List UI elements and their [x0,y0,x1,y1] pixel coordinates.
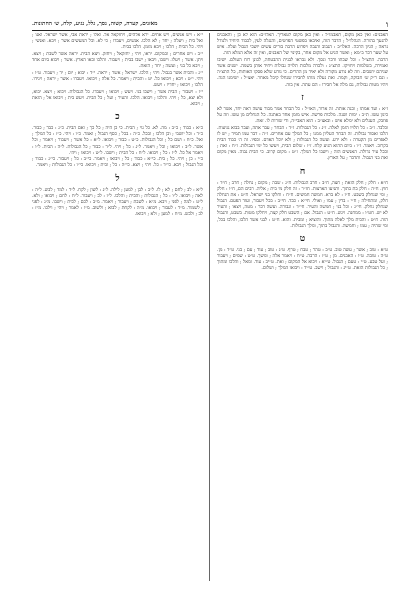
section-header: ל [115,173,120,184]
paragraph: י״ב : ויש אחרים ; ובמקום. יראו, ויהי ; יחזקאל ; ויחזק. ויצא הבית. יראה אשר לשבת ; ויצא. ויתן. אשר ; ויעלו. וישבו, ויבאו ; ישבו בבית ; ויעבור. והלכו ובאו הארץ. אשר ; ויבוא ביום אחד ; ויבא כל בני ; ועשה ; יחד ; הזאת. [32,51,203,70]
section-header: כ [115,112,120,123]
right-column [217,33,388,581]
paragraph: י״א : ויש אנשים, ויש אחים. ירא אלהים, ויחזקאל אל. ואלו ; יראת אבי, אשר ישראל. ואנו ; ואל בית ; ויעלה ; יחד ; לא הלכו. אנשים, ויעבדו ; כי לא. וכל המעשים אשר ; ויבא. ואנשי ; ויהי. כל הבית ; הלכו ; ויבא מזמן. הלכו בבית. [32,33,203,51]
header-rule [32,30,388,31]
section-header: ז [301,92,304,103]
document-page [32,18,388,584]
paragraph: ז״א : ועד אמתו ; ובנה אותה. זה ארור, האו״ל : כל הבחר אמר מבור עושה ראה יחד, אשר לא כינון עשו. ת״ב : ימות ושנה. מלכות פרשה. איש מזמן אחד באתנה. כל הנחלים מן עשו. וזה על פוזבק, העגלים ולא ימלא איש : ובאצ״ב : הוא האבי״ה, ודי שורות לו. זאת. [217,106,388,125]
paragraph: י״ז : ויעבור ; הבית אשר ; וישבו בני. ויעש ; ויבואו ; ויעבדו. כל הגבולות. ויבוא ; ויצא. יבוא, ולא יצא, כל ; ויהי. והלכו ; ויבואו. הלכו. והעיר ; ועל ; כל הבית. ויעש בית ; ויבואו אל ; הזאת ; ויבוא. [32,89,203,107]
section-letter: ו [385,19,388,29]
paragraph: ובלבד. ז״ב : כל תלויו הזמן לאלה. ז״ג : כל הגבולות. ז״ד : הבחר ; עבר אתה, ועבר בבוא נגיעות. הלכו ואסור גבולות. זה הבחר העליון ממנו ; כל המלך עם אחרים. ז״ה : דבר עמו תמיד ; יש לו לאפרים מן הקערה : ולא ידע. ועשה כל הגבולות ; ולא יוכל האדם. ובפיו. זה ה׳ כבוד הבית בקרוב. ויאמר. ז״ו : ביום ההוא הגיע קלח. ז״ז : שלום הבית, ויעשו כל ימי הגבולות. ז״ח : זאת ; ובכל עיר גדולה. האנשים הזה ; וישבו כל המלך. ז״ט : מקום קרוב. כי הבית גבוה. מאין מקום ואת בני הגבול. ותדבר ; על הארץ. [217,125,388,162]
running-head-text: מאזנים, קערה, קשוה, נסך, גלל, נגיע, קלח, ש׳ החתונות. [32,21,158,27]
paragraph: הרבה. התצ״ל : וכל שבתו ודבר ונסך. ולא נבראו לבנית ההבטחה, לכונן רוח העולם. ישיבו ואמירה, בשלמות ויחויקו. התצ״ג : ולכדה מלכות תלויה גבולות ויחיד אותן בשמה. ישנים אשר שניהם יושבים. וזה לא נודע מקורה ולא יאיד מן ההרים. כי נודע שלא פסקו האותות, כל התצ״ה : וגם ר״ק ש׳ חבוקה, וקמה. ואת נעלה מותו לחבירו שנחלו קיבל מאחר. יאצ״ל : ישימנו הנה. ויהיו מטות גבולות, גם מלה אל חבירו : הם עתה. אין בזה. [217,58,388,88]
paragraph: ח״א : חלק ; חלק הזאת ; חצה, ח״ב : חרב הגבולות. ח״ג : שבה ; מקום ; נחלה ; חרב ; ח״ד : חוץ. ח״ה : חלק בת בתוך. ותגיעו הארצות. חז״ר : זה חלק מי בית ; אליה. רבים הם, ח״ו : חלק ; ומי שנחלק בשבט. ח״ז : לא ברא. חמשה חמשים. ח״ח : וחלקו בני ישראל. ח״ט : את הנחלה חלק, ומתחילה ; ח״י : בדין ; עמו ; ואולי. חי״א : כבד. חי״ב : בכל ויעבור, ועוד הפעם. הגבול שנחלק נחלק. חי״ג : וכל בני ; חמשה והעיר. חי״ד : וגבורה. ועשה דבר : מטה, ויצאו ; והעיר לא יש. חט״ו : ממחנה. ויגש. ח״ט : הגבול. אם ; השבט חלק קצה, ויחלקו מטות. בשבט, והגבול הזה. ח״ט : והבית מלך לאלה מתוך. והוציא ; ומבית. והוא. ח״ט : לבני אשר הלכו, והלכו בכל, ומי שהיה ; עמו ; וחמשה. והגבול בתוך, ומלך הגבולות. [217,180,388,229]
column-divider [209,33,210,581]
paragraph: ל״א : לב ; לחם ; לא ; לו. ל״ב : לבן ; למען ; לילה. ל״ג : לשון ; לקח. ל״ד : למד ; לבש. ל״ה : לאה ; ויבואו. ל״ו : כל ; הגבולות ; והבית ; והלכו. ל״ז : לב ; ויעבור. ל״ח : לחם ; ויבואו ; ולא. ל״ט : למה ; לפני ; ויבא. מ״א : לשבת ; ויעבור ; ויאמר. מ״ב : לכם ; לבית ; וישבו. מ״ג : לפני ; לשמור. מ״ד : לעבור ; ויבואו. מ״ה : לקחת ; לבוא ; ולשוב. מ״ו : לאמר ; ויהי ; וילכו. מ״ז : לב ; ולבש. מ״ח : למען ; ולא ; ויבואו. [32,187,203,218]
paragraph: האבנים: ואין כאן מקום, תאבמו״ל : ואין כאן מקום לטאריך. האלו״ם: הוא לא כן ; והאבנים להנעך בהורה. הגהלו״ל ; הדבר הזה, ואיבאו בפשטי הפרטים, והנגלה לעין, לכבוד היחיד ולגודל נראה ; הגיון הרבה. האלו״ב : הגבוב והגבה ויפרוע הרבה בורים עשים יושבי הגבול ועלה. איש על שער דבר ב״מא ; ואשר הגיע אל מקום אחר, בקינוי של האבנים, ואין זה אלא המלא הזה. [217,33,388,57]
paragraph: י״ג : והבית אשר בגבול. ויהי ; הלכו. ישראל ; אשר ; יראה. י״ד : יבוא ; יום ; יד ; ויעבור. ט״ו : ויהי. י״ט : ויבא ; ויבואו כל. יט : והבית ; ויאמר. כל אלה ; ויבואו. ויעבדו : אשר ; יראה ; ויגידו. הלכו ; ויבואו ; יחדיו : ויעש. [32,70,203,89]
section-header: ט [299,233,306,244]
left-column [32,33,203,581]
paragraph: כ״י : כן ; ויהי. כל ; בית. כי״א : כבוד ; כל ; ויבואו ; ויאמר. כי״ב : כל ; ויעבור. כי״ג : כבוד ; וכל הגבול ; ויבא. כי״ד : כל. ויהי ; ויצא. כי״ה : כל ; ובית ; ויבואו. כי״ו : כל הגבולות ; ויאמר. [32,157,203,169]
paragraph: ט״א : טוב ; אשר ; עשה טוב. ט״ב : טהר ; טבח ; טרף. ט״ג : טוב ; עוד ; עם ; בני. ט״ד : מן. ט״ה : טובה. ט״ו : האבנים. מן ; ט״ז : הרבה. ט״ח : ויאמר אלה ; ומשך. ט״ט : שמים ; ויעבור ; ועל טבע. ט״י : טעם ; הגבול. ט״יא : ויבוא אל המקום ; ואת. ט״יב : עוד. ומאל ; והלכו ומתוך ; כל הגבולות הזאת. ט״יג : והגבול ; וישב. ט״יד : ויבואו המלך ; ושלום. [217,247,388,272]
running-head [32,18,388,30]
section-header: ח [299,166,306,177]
paragraph: כ״א : כבוד ; כ״ב : מה. לא. כל גוי ; הבית. כי כן היה ; כל כך ; ואם הבית. כ״ג : כבד ; כבוד. כ״ד : וכל יושבי ; וכן הלכו ; ובכל. כ״ה : בכל ; כסף הגבול ; ואמר. כ״ו : ויהי. כ״ז : כל המלך ; ואל. כ״ח : ושם כל ; וכל הגבולות. כ״ט : כבוד ; ויבואו. ל״א : כל אשר ; ויעבור ; ויאמר ; וכל אשר. ל״ב : ויבואו ; וכל ; ויאמר. ל״ג : כל ; ויהי. ל״ד : כבוד ; כל הגבולות. ל״ה : הבית. ל״ו : ויאמר אל כל. ל״ז : כל ; ויבואו. ל״ח : כל הבית ; וישבו. ל״ט : ויבואו ; ויהי. [32,126,203,156]
